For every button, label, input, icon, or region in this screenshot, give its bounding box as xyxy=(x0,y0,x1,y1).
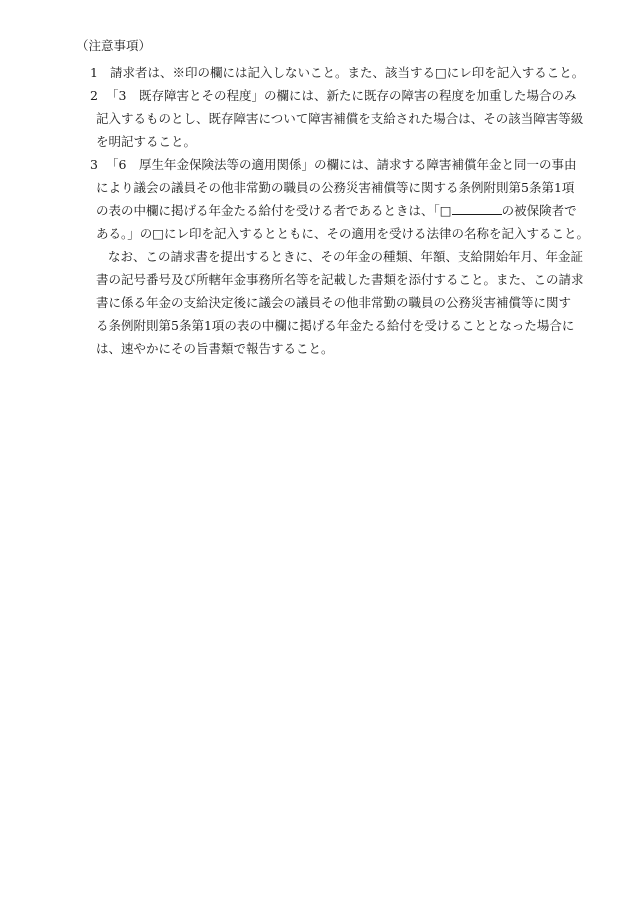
item-3-line-1: 「6 厚生年金保険法等の適用関係」の欄には、請求する障害補償年金と同一の事由 xyxy=(106,157,577,172)
item-3-line-5: なお、この請求書を提出するときに、その年金の種類、年額、支給開始年月、年金証 xyxy=(108,249,584,264)
item-3-number: 3 xyxy=(90,157,98,172)
insurance-name-blank xyxy=(452,203,502,215)
item-1-number: 1 xyxy=(90,65,98,80)
item-2-line-3: を明記すること。 xyxy=(96,134,197,149)
item-3-line-7: 書に係る年金の支給決定後に議会の議員その他非常勤の職員の公務災害補償等に関す xyxy=(96,295,572,310)
item-2-line-2: 記入するものとし、既存障害について障害補償を支給された場合は、その該当障害等級 xyxy=(96,111,584,126)
item-2-line-1: 「3 既存障害とその程度」の欄には、新たに既存の障害の程度を加重した場合のみ xyxy=(106,88,577,103)
item-3-line-4: ある。」の□にレ印を記入するとともに、その適用を受ける法律の名称を記入すること。 xyxy=(96,226,590,241)
item-3-line-3-tail: の被保険者で xyxy=(501,203,577,218)
item-3-line-6: 書の記号番号及び所轄年金事務所名等を記載した書類を添付すること。また、この請求 xyxy=(96,272,584,287)
item-3-line-8: る条例附則第5条第1項の表の中欄に掲げる年金たる給付を受けることとなった場合に xyxy=(96,318,575,333)
item-3-line-3 xyxy=(96,202,577,220)
item-1-line-1: 請求者は、※印の欄には記入しないこと。また、該当する□にレ印を記入すること。 xyxy=(110,65,585,80)
notes-heading: （注意事項） xyxy=(76,38,152,53)
item-2-number: 2 xyxy=(90,88,98,103)
item-3-line-2: により議会の議員その他非常勤の職員の公務災害補償等に関する条例附則第5条第1項 xyxy=(96,180,575,195)
item-3-line-9: は、速やかにその旨書類で報告すること。 xyxy=(96,341,334,356)
item-3-line-3-text: の表の中欄に掲げる年金たる給付を受ける者であるときは、「□ xyxy=(96,203,452,218)
